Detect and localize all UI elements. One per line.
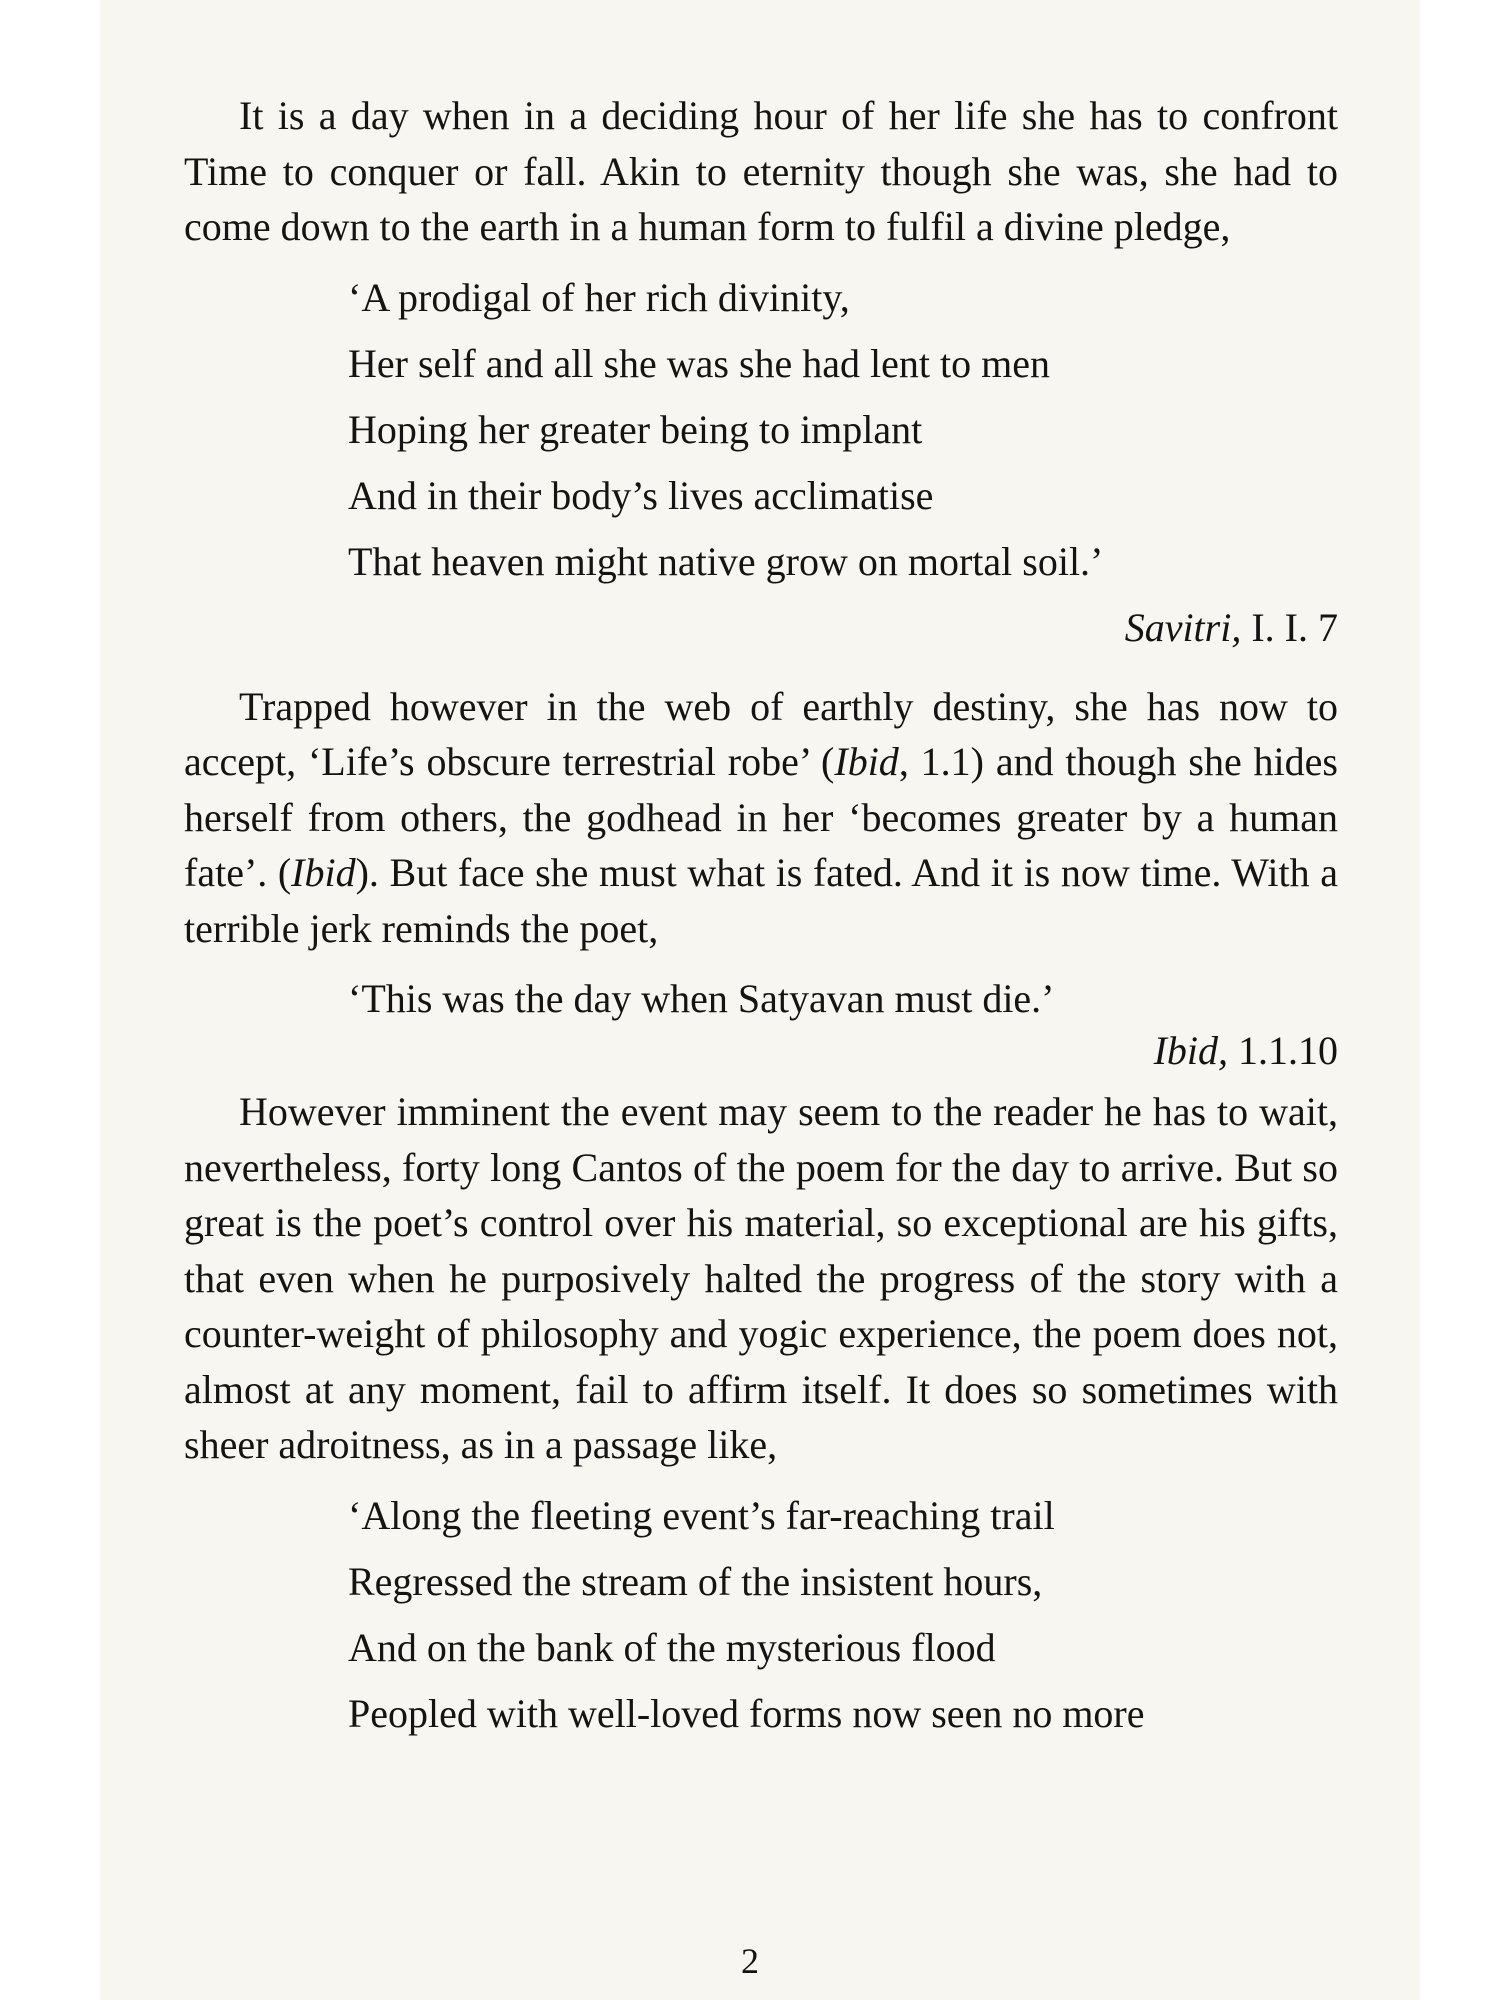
verse-line: And on the bank of the mysterious flood (348, 1624, 996, 1670)
verse-line: ‘This was the day when Satyavan must die.’ (348, 976, 1055, 1021)
page-number: 2 (741, 1941, 759, 1981)
citation-title: Savitri, (1124, 604, 1242, 650)
paragraph-2-start: Trapped however in the web of earthly destiny, she has now to accept, ‘Life’s obscure terrestrial robe’ ( (184, 683, 1338, 784)
ibid-ref: Ibid (834, 739, 899, 784)
verse-line: Hoping her greater being to implant (348, 406, 923, 452)
citation-title: Ibid, (1153, 1028, 1228, 1073)
verse-line: That heaven might native grow on mortal soil.’ (348, 538, 1104, 584)
citation-ref: 1.1.10 (1228, 1028, 1338, 1073)
verse-quote-3 (184, 1483, 1338, 1747)
paragraph-2 (184, 679, 1338, 957)
citation-ref: I. I. 7 (1241, 604, 1338, 650)
paragraph-2-end: ). But face she must what is fated. And it is now time. With a terrible jerk reminds the poet, (184, 850, 1338, 951)
paragraph-2-middle: , 1.1) and though she hides herself from others, the godhead in her ‘becomes greater by a human fate’. ( (184, 739, 1338, 895)
verse-line: Her self and all she was she had lent to men (348, 340, 1051, 386)
paragraph-1: It is a day when in a deciding hour of her life she has to confront Time to conquer or fall. Akin to eternity though she was, she had to come down to the earth in a human form to fulfil a divine pledge, (184, 93, 1338, 249)
verse-line: Regressed the stream of the insistent hours, (348, 1558, 1043, 1604)
verse-line: ‘A prodigal of her rich divinity, (348, 274, 850, 320)
verse-line: ‘Along the fleeting event’s far-reaching trail (348, 1492, 1055, 1538)
page-body (184, 88, 1338, 1747)
verse-line: And in their body’s lives acclimatise (348, 472, 934, 518)
verse-quote-1 (184, 265, 1338, 595)
ibid-ref: Ibid (291, 850, 356, 895)
verse-line: Peopled with well-loved forms now seen no more (348, 1690, 1145, 1736)
citation-1 (184, 595, 1338, 661)
paragraph-3: However imminent the event may seem to the reader he has to wait, nevertheless, forty long Cantos of the poem for the day to arrive. But so great is the poet’s control over his material, so exceptional are his gifts, that even when he purposively halted the progress of the story with a counter-weight of philosophy and yogic experience, the poem does not, almost at any moment, fail to affirm itself. It does so sometimes with sheer adroitness, as in a passage like, (184, 1089, 1338, 1467)
